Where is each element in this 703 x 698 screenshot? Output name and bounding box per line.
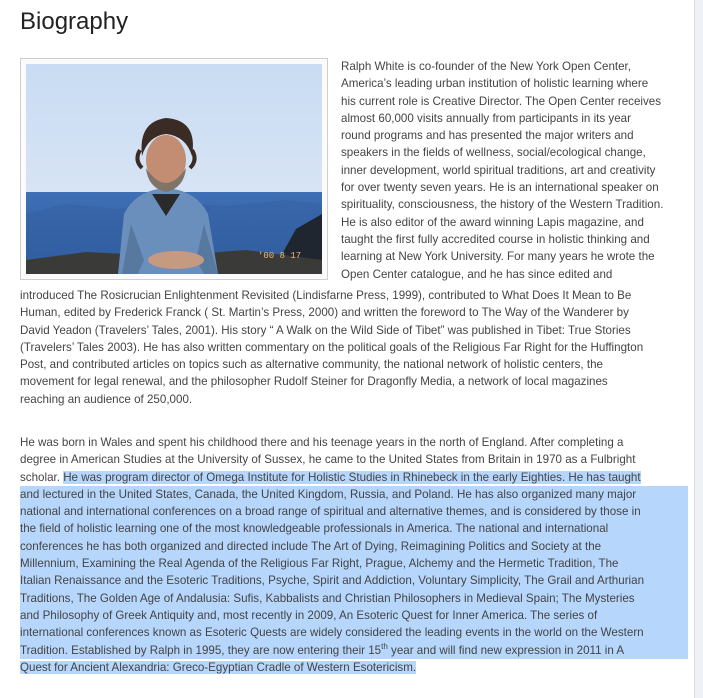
selected-text-line bbox=[20, 642, 688, 659]
text-line: Open Center catalogue, and he has since edited and bbox=[341, 267, 613, 281]
portrait-image bbox=[26, 64, 322, 274]
selected-text-line: and Philosophy of Greek Antiquity and, most recently in 2009, An Esoteric Quest for Inner America. The series of bbox=[20, 607, 688, 624]
ordinal-superscript: th bbox=[381, 641, 388, 651]
selected-text-line: and lectured in the United States, Canada, the United Kingdom, Russia, and Poland. He has also organized many major bbox=[20, 486, 688, 503]
text-line: speakers in the fields of wellness, social/ecological change, bbox=[341, 146, 646, 160]
text-line: reaching an audience of 250,000. bbox=[20, 392, 193, 406]
text-line: taught the first fully accredited course in holistic thinking and bbox=[341, 232, 650, 246]
text-line: America’s leading urban institution of holistic learning where bbox=[341, 77, 649, 91]
text-line: Human, edited by Frederick Franck ( St. Martin’s Press, 2000) and written the foreword to The Way of the Wanderer by bbox=[20, 306, 629, 320]
text-line: degree in American Studies at the University of Sussex, he came to the United States from Britain in 1970 as a Fulbright bbox=[20, 453, 636, 467]
selected-text-line-last bbox=[20, 659, 688, 676]
text-line: (Travelers’ Tales 2003). He has also written commentary on the political goals of the Religious Far Right for the Huffington bbox=[20, 340, 644, 354]
selected-text: He was program director of Omega Institute for Holistic Studies in Rhinebeck in the early Eighties. He has taught bbox=[63, 470, 641, 484]
text-line: round programs and has presented the major writers and bbox=[341, 129, 634, 143]
text-line: almost 60,000 visits annually from participants in its year bbox=[341, 111, 631, 125]
page-title: Biography bbox=[20, 8, 129, 35]
paragraph-2 bbox=[20, 434, 688, 676]
paragraph-1-full-width bbox=[20, 287, 688, 408]
photo-date-stamp: '00 8 17 bbox=[258, 251, 302, 261]
selected-text: Tradition. Established by Ralph in 1995, they are now entering their 15 bbox=[20, 643, 382, 657]
selected-text: Quest for Ancient Alexandria: Greco-Egyptian Cradle of Western Esotericism. bbox=[20, 660, 417, 674]
text-line: He was born in Wales and spent his childhood there and his teenage years in the north of England. After completing a bbox=[20, 436, 624, 449]
portrait-photo bbox=[20, 58, 328, 280]
text-line: his current role is Creative Director. The Open Center receives bbox=[341, 94, 662, 108]
selected-text-line: Italian Renaissance and the Esoteric Traditions, Psyche, Spirit and Addiction, Voluntary Simplicity, The Grail and Arthurian bbox=[20, 572, 688, 589]
text-line: spirituality, consciousness, the history of the Western Tradition. bbox=[341, 198, 664, 212]
text-line: Ralph White is co-founder of the New York Open Center, bbox=[341, 60, 632, 73]
text-line: Post, and contributed articles on topics such as alternative community, the national network of holistic centers, the bbox=[20, 358, 603, 372]
text-line: introduced The Rosicrucian Enlightenment Revisited (Lindisfarne Press, 1999), contributed to What Does It Mean to Be bbox=[20, 289, 632, 302]
text-line: movement for legal renewal, and the philosopher Rudolf Steiner for Dragonfly Media, a network of local magazines bbox=[20, 375, 608, 389]
selected-text-line: conferences he has both organized and directed include The Art of Dying, Reimagining Politics and Society at the bbox=[20, 538, 688, 555]
text-line: inner development, world spiritual traditions, art and creativity bbox=[341, 163, 656, 177]
selected-text: year and will find new expression in 2011 in A bbox=[387, 643, 625, 657]
unselected-text: scholar. bbox=[20, 470, 64, 484]
page-scrollbar[interactable] bbox=[694, 0, 703, 698]
text-line-partially-selected bbox=[20, 469, 688, 486]
selected-text-line: Traditions, The Golden Age of Andalusia: Sufis, Kabbalists and Christian Philosophers in Medieval Spain; The Mysteries bbox=[20, 590, 688, 607]
selected-text-line: national and international conferences on a broad range of spiritual and alternative themes, and is considered by those in bbox=[20, 503, 688, 520]
selected-text-line: Millennium, Examining the Real Agenda of the Religious Far Right, Prague, Alchemy and the Hermetic Tradition, The bbox=[20, 555, 688, 572]
selected-text-line: the field of holistic learning one of the most knowledgeable professionals in America. The national and international bbox=[20, 520, 688, 537]
selected-text-line: international conferences known as Esoteric Quests are widely considered the leading events in the world on the Western bbox=[20, 624, 688, 641]
text-line: David Yeadon (Travelers’ Tales, 2001). His story “ A Walk on the Wild Side of Tibet” was published in Tibet: True Stories bbox=[20, 323, 631, 337]
text-line: for over twenty seven years. He is an international speaker on bbox=[341, 181, 659, 195]
text-line: learning at New York University. For many years he wrote the bbox=[341, 250, 655, 264]
text-line: He is also editor of the award winning Lapis magazine, and bbox=[341, 215, 644, 229]
paragraph-1-wrapped bbox=[341, 58, 691, 283]
